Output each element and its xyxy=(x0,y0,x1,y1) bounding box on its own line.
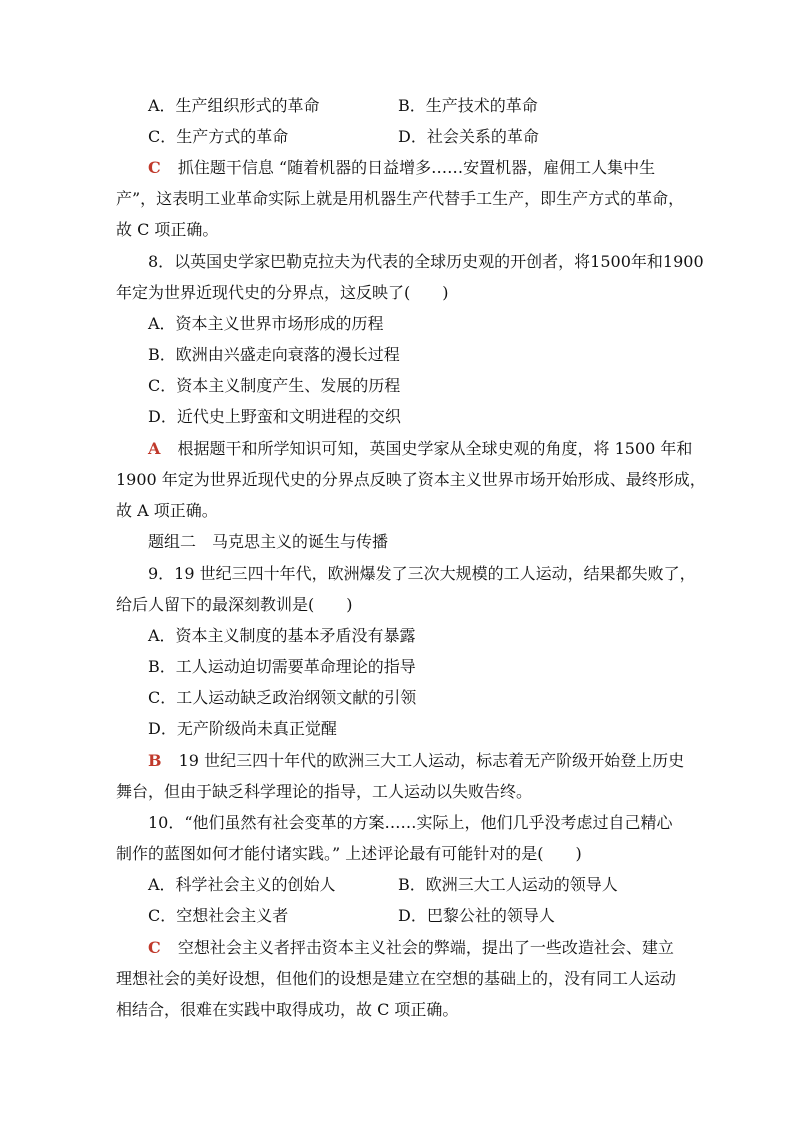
q8-option-d: D．近代史上野蛮和文明进程的交织 xyxy=(148,407,401,426)
q8-option-a: A．资本主义世界市场形成的历程 xyxy=(148,314,384,333)
q10-option-a: A．科学社会主义的创始人 xyxy=(148,875,336,894)
q9-option-d: D．无产阶级尚未真正觉醒 xyxy=(148,719,337,738)
q10-option-c: C．空想社会主义者 xyxy=(148,906,289,925)
q10-explanation-line3: 相结合，很难在实践中取得成功，故 C 项正确。 xyxy=(116,1000,459,1019)
q10-explanation-line1: C 空想社会主义者抨击资本主义社会的弊端，提出了一些改造社会、建立 xyxy=(148,938,674,957)
q9-option-b: B．工人运动迫切需要革命理论的指导 xyxy=(148,657,416,676)
q9-option-c: C．工人运动缺乏政治纲领文献的引领 xyxy=(148,688,417,707)
q8-explanation-line2: 1900 年定为世界近现代史的分界点反映了资本主义世界市场开始形成、最终形成， xyxy=(116,470,706,489)
q9-explanation-line2: 舞台，但由于缺乏科学理论的指导，工人运动以失败告终。 xyxy=(116,782,533,801)
q7-explanation-line3: 故 C 项正确。 xyxy=(116,220,219,239)
q8-answer-letter: A xyxy=(148,439,161,458)
q9-stem-line2: 给后人留下的最深刻教训是( ) xyxy=(116,595,353,614)
q8-option-c: C．资本主义制度产生、发展的历程 xyxy=(148,376,401,395)
q7-option-c: C．生产方式的革命 xyxy=(148,127,289,146)
q7-answer-letter: C xyxy=(148,158,161,177)
q7-option-a: A．生产组织形式的革命 xyxy=(148,96,320,115)
q8-explanation-line1: A 根据题干和所学知识可知，英国史学家从全球史观的角度，将 1500 年和 xyxy=(148,439,693,458)
q8-option-b: B．欧洲由兴盛走向衰落的漫长过程 xyxy=(148,345,400,364)
q10-option-b: B．欧洲三大工人运动的领导人 xyxy=(398,875,618,894)
q10-answer-letter: C xyxy=(148,938,161,957)
q8-stem-line2: 年定为世界近现代史的分界点，这反映了( ) xyxy=(116,283,449,302)
q7-option-b: B．生产技术的革命 xyxy=(398,96,538,115)
q7-explanation-line2: 产”，这表明工业革命实际上就是用机器生产代替手工生产，即生产方式的革命， xyxy=(116,189,685,208)
q10-option-d: D．巴黎公社的领导人 xyxy=(398,906,555,925)
q10-stem-line1: 10．“他们虽然有社会变革的方案……实际上，他们几乎没考虑过自己精心 xyxy=(148,813,673,832)
q7-explanation-line1: C 抓住题干信息 “随着机器的日益增多……安置机器，雇佣工人集中生 xyxy=(148,158,656,177)
q7-option-d: D．社会关系的革命 xyxy=(398,127,539,146)
q10-explanation-line2: 理想社会的美好设想，但他们的设想是建立在空想的基础上的，没有同工人运动 xyxy=(116,969,677,988)
q8-explanation-line3: 故 A 项正确。 xyxy=(116,501,218,520)
group2-title: 题组二 马克思主义的诞生与传播 xyxy=(148,532,389,551)
q9-stem-line1: 9．19 世纪三四十年代，欧洲爆发了三次大规模的工人运动，结果都失败了， xyxy=(148,564,696,583)
q9-option-a: A．资本主义制度的基本矛盾没有暴露 xyxy=(148,626,416,645)
q9-explanation-line1: B 19 世纪三四十年代的欧洲三大工人运动，标志着无产阶级开始登上历史 xyxy=(148,751,685,770)
q8-stem-line1: 8．以英国史学家巴勒克拉夫为代表的全球历史观的开创者，将1500年和1900 xyxy=(148,252,704,271)
q10-stem-line2: 制作的蓝图如何才能付诸实践。” 上述评论最有可能针对的是( ) xyxy=(116,844,582,863)
q9-answer-letter: B xyxy=(148,751,162,770)
